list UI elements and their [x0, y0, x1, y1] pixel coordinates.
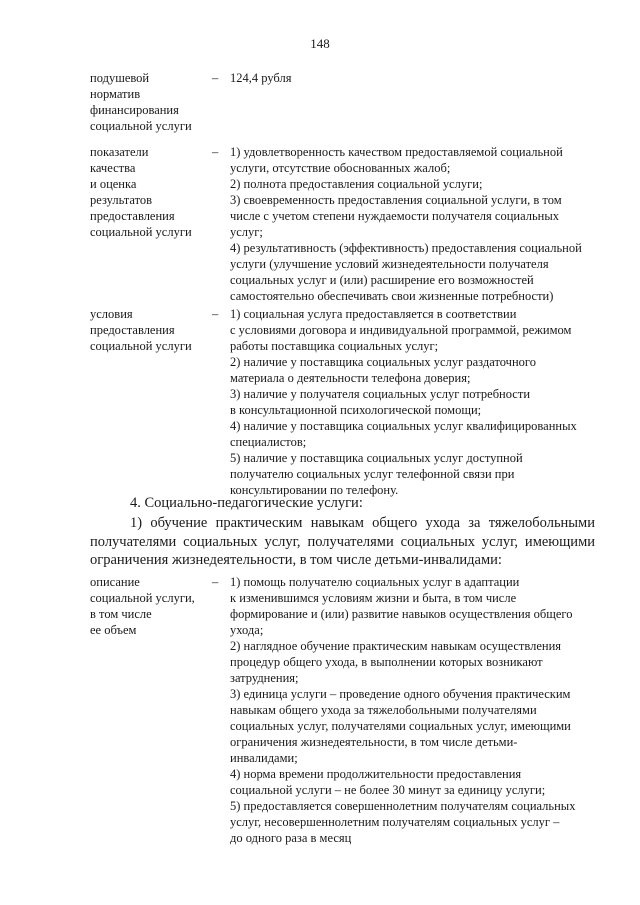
- content-line: 4) наличие у поставщика социальных услуг квалифицированных: [230, 419, 577, 433]
- content-line: социальной услуги – не более 30 минут за единицу услуги;: [230, 783, 546, 797]
- table-row-conditions: [90, 306, 590, 498]
- label-line: условия: [90, 307, 133, 321]
- content-line: 124,4 рубля: [230, 71, 292, 85]
- content-line: материала о деятельности телефона доверия;: [230, 371, 471, 385]
- label-line: качества: [90, 161, 136, 175]
- row-dash: –: [212, 575, 219, 589]
- content-line: навыкам общего ухода за тяжелобольными получателями: [230, 703, 537, 717]
- content-line: 5) наличие у поставщика социальных услуг доступной: [230, 451, 523, 465]
- content-line: работы поставщика социальных услуг;: [230, 339, 439, 353]
- content-line: 1) помощь получателю социальных услуг в адаптации: [230, 575, 520, 589]
- label-line: социальной услуги: [90, 339, 192, 353]
- table-row-norm: [90, 70, 590, 134]
- content-line: с условиями договора и индивидуальной программой, режимом: [230, 323, 572, 337]
- label-line: ее объем: [90, 623, 137, 637]
- content-line: ухода;: [230, 623, 264, 637]
- label-line: норматив: [90, 87, 141, 101]
- content-line: до одного раза в месяц: [230, 831, 352, 845]
- content-line: ограничения жизнедеятельности, в том числе детьми-: [230, 735, 518, 749]
- row-label: [90, 574, 212, 638]
- content-line: 3) своевременность предоставления социальной услуги, в том: [230, 193, 562, 207]
- content-line: к изменившимся условиям жизни и быта, в том числе: [230, 591, 517, 605]
- content-line: 3) единица услуги – проведение одного обучения практическим: [230, 687, 571, 701]
- row-dash: –: [212, 307, 219, 321]
- label-line: описание: [90, 575, 140, 589]
- paragraph-line: получателями социальных услуг, получателями социальных услуг, имеющими: [90, 533, 595, 550]
- content-line: числе с учетом степени нуждаемости получателя социальных: [230, 209, 560, 223]
- content-line: услуг, несовершеннолетним получателям социальных услуг –: [230, 815, 560, 829]
- paragraph-line: 1) обучение практическим навыкам общего ухода за тяжелобольными: [130, 515, 595, 531]
- row-label: [90, 306, 212, 354]
- label-line: предоставления: [90, 209, 175, 223]
- label-line: подушевой: [90, 71, 150, 85]
- content-line: 2) наличие у поставщика социальных услуг раздаточного: [230, 355, 536, 369]
- content-line: 4) результативность (эффективность) предоставления социальной: [230, 241, 582, 255]
- row-content: [230, 306, 588, 498]
- content-line: 3) наличие у получателя социальных услуг потребности: [230, 387, 531, 401]
- content-line: консультировании по телефону.: [230, 483, 399, 497]
- label-line: финансирования: [90, 103, 179, 117]
- row-content: [230, 574, 588, 846]
- content-line: формирование и (или) развитие навыков осуществления общего: [230, 607, 573, 621]
- table-row-quality: [90, 144, 590, 304]
- label-line: предоставления: [90, 323, 175, 337]
- row-content: [230, 144, 588, 304]
- label-line: социальной услуги: [90, 225, 192, 239]
- label-line: в том числе: [90, 607, 152, 621]
- label-line: результатов: [90, 193, 153, 207]
- paragraph-line: ограничения жизнедеятельности, в том числе детьми-инвалидами:: [90, 552, 502, 568]
- content-line: социальных услуг и (или) расширение его возможностей: [230, 273, 534, 287]
- subsection-paragraph: [90, 514, 595, 570]
- label-line: и оценка: [90, 177, 137, 191]
- row-dash: –: [212, 145, 219, 159]
- row-dash: –: [212, 71, 219, 85]
- label-line: социальной услуги,: [90, 591, 195, 605]
- content-line: 5) предоставляется совершеннолетним получателям социальных: [230, 799, 576, 813]
- content-line: 4) норма времени продолжительности предоставления: [230, 767, 522, 781]
- content-line: услуги (улучшение условий жизнедеятельности получателя: [230, 257, 549, 271]
- content-line: инвалидами;: [230, 751, 298, 765]
- content-line: социальных услуг, получателями социальных услуг, имеющими: [230, 719, 571, 733]
- row-content: [230, 70, 588, 86]
- label-line: социальной услуги: [90, 119, 192, 133]
- content-line: самостоятельно обеспечивать свои жизненные потребности): [230, 289, 554, 303]
- content-line: процедур общего ухода, в выполнении которых возникают: [230, 655, 543, 669]
- page-number: 148: [310, 36, 330, 51]
- content-line: 2) наглядное обучение практическим навыкам осуществления: [230, 639, 562, 653]
- content-line: услуги, отсутствие обоснованных жалоб;: [230, 161, 451, 175]
- label-line: показатели: [90, 145, 149, 159]
- content-line: специалистов;: [230, 435, 307, 449]
- content-line: 1) удовлетворенность качеством предоставляемой социальной: [230, 145, 563, 159]
- row-label: [90, 70, 212, 134]
- content-line: услуг;: [230, 225, 263, 239]
- content-line: 2) полнота предоставления социальной услуги;: [230, 177, 483, 191]
- section-heading: 4. Социально-педагогические услуги:: [130, 495, 363, 511]
- table-row-description: [90, 574, 590, 846]
- content-line: получателю социальных услуг телефонной связи при: [230, 467, 515, 481]
- row-label: [90, 144, 212, 240]
- content-line: 1) социальная услуга предоставляется в соответствии: [230, 307, 517, 321]
- content-line: в консультационной психологической помощи;: [230, 403, 482, 417]
- content-line: затруднения;: [230, 671, 299, 685]
